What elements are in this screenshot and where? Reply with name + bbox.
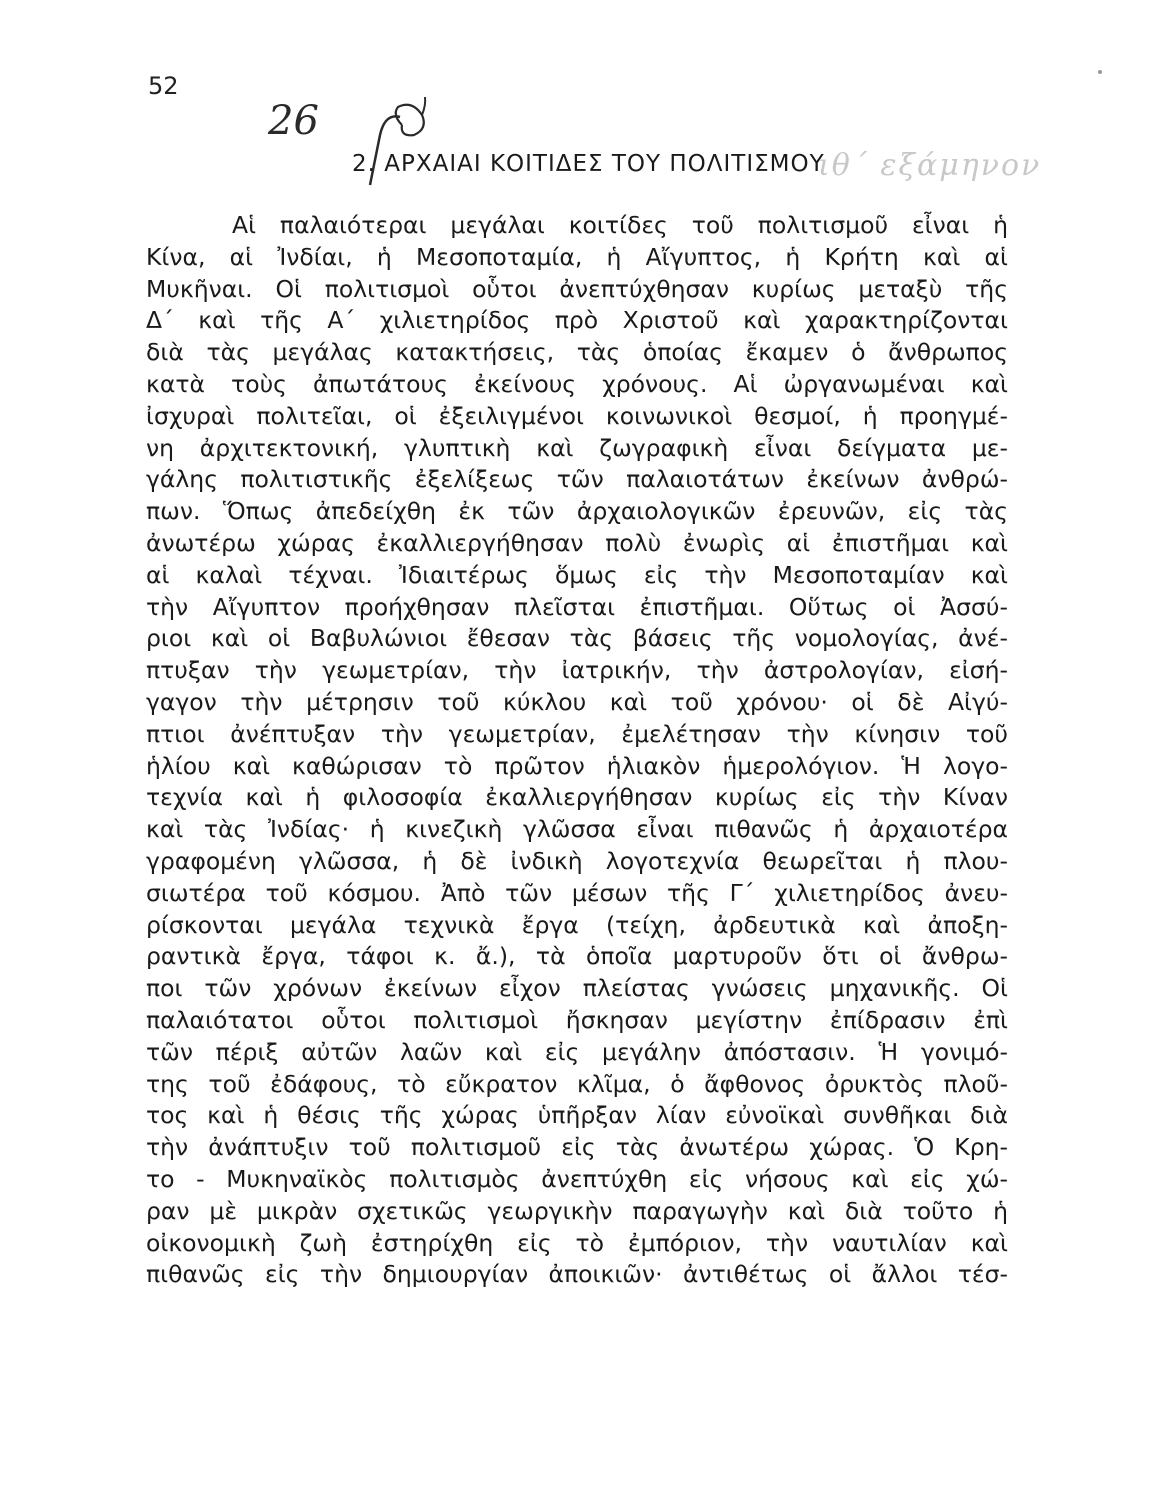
text-line: πτυξαν τὴν γεωμετρίαν, τὴν ἰατρικήν, τὴν ἀστρολογίαν, εἰσή-: [146, 656, 1008, 685]
text-line: κατὰ τοὺς ἀπωτάτους ἐκείνους χρόνους. Αἱ ὠργανωμέναι καὶ: [146, 369, 1008, 398]
section-heading: 2. ΑΡΧΑΙΑΙ ΚΟΙΤΙΔΕΣ ΤΟΥ ΠΟΛΙΤΙΣΜΟΥ: [352, 151, 825, 177]
text-line: Κίνα, αἱ Ἰνδίαι, ἡ Μεσοποταμία, ἡ Αἴγυπτος, ἡ Κρήτη καὶ αἱ: [146, 242, 1008, 271]
text-line: ἰσχυραὶ πολιτεῖαι, οἱ ἐξειλιγμένοι κοινωνικοὶ θεσμοί, ἡ προηγμέ-: [146, 401, 1008, 430]
text-line: το - Μυκηναϊκὸς πολιτισμὸς ἀνεπτύχθη εἰς νήσους καὶ εἰς χώ-: [146, 1164, 1008, 1193]
text-line: Αἱ παλαιότεραι μεγάλαι κοιτίδες τοῦ πολιτισμοῦ εἶναι ἡ: [232, 211, 1008, 239]
text-line: τῶν πέριξ αὐτῶν λαῶν καὶ εἰς μεγάλην ἀπόστασιν. Ἡ γονιμό-: [146, 1037, 1008, 1066]
text-line: ρίσκονται μεγάλα τεχνικὰ ἔργα (τείχη, ἀρδευτικὰ καὶ ἀποξη-: [146, 910, 1008, 939]
text-line: τὴν Αἴγυπτον προήχθησαν πλεῖσται ἐπιστῆμαι. Οὕτως οἱ Ἀσσύ-: [146, 592, 1008, 621]
text-line: γραφομένη γλῶσσα, ἡ δὲ ἰνδικὴ λογοτεχνία θεωρεῖται ἡ πλου-: [146, 846, 1008, 875]
pencil-annotation: ιθ΄ εξάμηνον: [818, 148, 1042, 183]
text-line: ποι τῶν χρόνων ἐκείνων εἶχον πλείστας γνώσεις μηχανικῆς. Οἱ: [146, 974, 1008, 1003]
text-line: Δ΄ καὶ τῆς Α΄ χιλιετηρίδος πρὸ Χριστοῦ καὶ χαρακτηρίζονται: [146, 306, 1008, 335]
handwritten-stroke-icon: [330, 95, 450, 195]
text-line: της τοῦ ἐδάφους, τὸ εὔκρατον κλῖμα, ὁ ἄφθονος ὀρυκτὸς πλοῦ-: [146, 1069, 1008, 1098]
text-line: ραν μὲ μικρὰν σχετικῶς γεωργικὴν παραγωγὴν καὶ διὰ τοῦτο ἡ: [146, 1196, 1008, 1225]
handwritten-annotation: 26: [268, 98, 319, 144]
text-line: παλαιότατοι οὗτοι πολιτισμοὶ ἤσκησαν μεγίστην ἐπίδρασιν ἐπὶ: [146, 1005, 1008, 1034]
text-line: ἡλίου καὶ καθώρισαν τὸ πρῶτον ἡλιακὸν ἡμερολόγιον. Ἡ λογο-: [146, 751, 1008, 780]
text-line: αἱ καλαὶ τέχναι. Ἰδιαιτέρως ὅμως εἰς τὴν Μεσοποταμίαν καὶ: [146, 560, 1008, 589]
text-line: ραντικὰ ἔργα, τάφοι κ. ἄ.), τὰ ὁποῖα μαρτυροῦν ὅτι οἱ ἄνθρω-: [146, 942, 1008, 971]
text-line: Μυκῆναι. Οἱ πολιτισμοὶ οὗτοι ἀνεπτύχθησαν κυρίως μεταξὺ τῆς: [146, 274, 1008, 303]
text-line: καὶ τὰς Ἰνδίας· ἡ κινεζικὴ γλῶσσα εἶναι πιθανῶς ἡ ἀρχαιοτέρα: [146, 815, 1008, 844]
text-line: πιθανῶς εἰς τὴν δημιουργίαν ἀποικιῶν· ἀντιθέτως οἱ ἄλλοι τέσ-: [146, 1260, 1008, 1289]
text-line: ἀνωτέρω χώρας ἐκαλλιεργήθησαν πολὺ ἐνωρὶς αἱ ἐπιστῆμαι καὶ: [146, 528, 1008, 557]
text-line: οἰκονομικὴ ζωὴ ἐστηρίχθη εἰς τὸ ἐμπόριον, τὴν ναυτιλίαν καὶ: [146, 1228, 1008, 1257]
text-line: γαγον τὴν μέτρησιν τοῦ κύκλου καὶ τοῦ χρόνου· οἱ δὲ Αἰγύ-: [146, 687, 1008, 716]
text-line: τεχνία καὶ ἡ φιλοσοφία ἐκαλλιεργήθησαν κυρίως εἰς τὴν Κίναν: [146, 783, 1008, 812]
text-line: πτιοι ἀνέπτυξαν τὴν γεωμετρίαν, ἐμελέτησαν τὴν κίνησιν τοῦ: [146, 719, 1008, 748]
text-line: γάλης πολιτιστικῆς ἐξελίξεως τῶν παλαιοτάτων ἐκείνων ἀνθρώ-: [146, 465, 1008, 494]
text-line: τος καὶ ἡ θέσις τῆς χώρας ὑπῆρξαν λίαν εὐνοϊκαὶ συνθῆκαι διὰ: [146, 1101, 1008, 1130]
text-line: σιωτέρα τοῦ κόσμου. Ἀπὸ τῶν μέσων τῆς Γ΄ χιλιετηρίδος ἀνευ-: [146, 878, 1008, 907]
text-line: τὴν ἀνάπτυξιν τοῦ πολιτισμοῦ εἰς τὰς ἀνωτέρω χώρας. Ὁ Κρη-: [146, 1133, 1008, 1162]
body-paragraph: [146, 210, 1008, 1291]
text-line: πων. Ὅπως ἀπεδείχθη ἐκ τῶν ἀρχαιολογικῶν ἐρευνῶν, εἰς τὰς: [146, 497, 1008, 526]
paper-speck: [1098, 70, 1102, 74]
text-line: νη ἀρχιτεκτονική, γλυπτικὴ καὶ ζωγραφικὴ εἶναι δείγματα με-: [146, 433, 1008, 462]
page-number: 52: [148, 72, 179, 100]
text-line: ριοι καὶ οἱ Βαβυλώνιοι ἔθεσαν τὰς βάσεις τῆς νομολογίας, ἀνέ-: [146, 624, 1008, 653]
text-line: διὰ τὰς μεγάλας κατακτήσεις, τὰς ὁποίας ἔκαμεν ὁ ἄνθρωπος: [146, 338, 1008, 367]
